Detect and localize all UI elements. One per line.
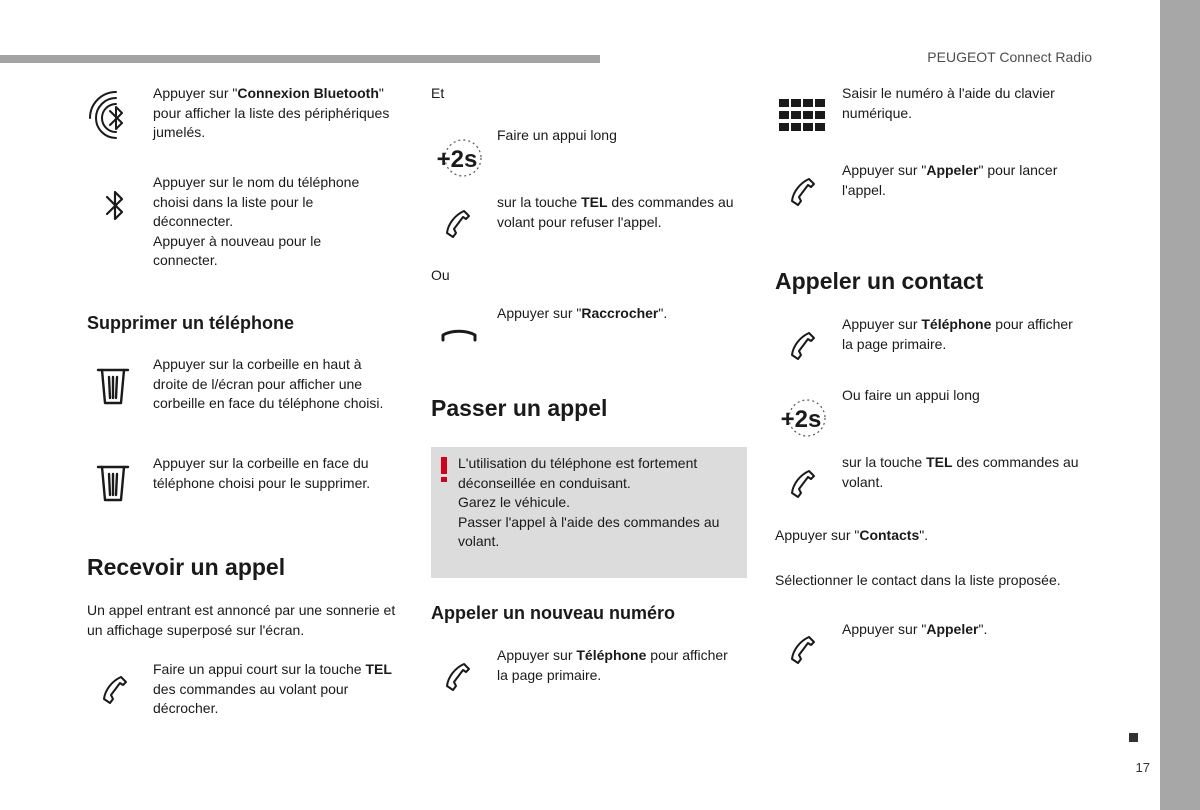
phone-disconnect-instruction: Appuyer sur le nom du téléphone choisi dans la liste pour le déconnecter. Appuyer à nouveau pour le connecter.	[153, 174, 360, 268]
make-call-heading: Passer un appel	[431, 395, 608, 421]
trash-icon	[98, 368, 128, 406]
long-press-label: +2s	[780, 406, 822, 433]
right-margin-bar	[1160, 0, 1200, 810]
hang-up-instruction: Appuyer sur "Raccrocher".	[497, 305, 668, 321]
long-press-2s-icon	[431, 137, 483, 179]
keypad-instruction: Saisir le numéro à l'aide du clavier numérique.	[842, 85, 1055, 121]
phone-handset-icon	[102, 675, 128, 705]
phone-page-instruction: Appuyer sur Téléphone pour afficher la page primaire.	[497, 647, 728, 683]
trash-instruction-1: Appuyer sur la corbeille en haut à droite de l/écran pour afficher une corbeille en face du téléphone choisi.	[153, 356, 384, 411]
call-instruction: Appuyer sur "Appeler" pour lancer l'appel.	[842, 162, 1058, 198]
phone-handset-icon	[790, 331, 816, 361]
and-label: Et	[431, 85, 445, 101]
header-title: PEUGEOT Connect Radio	[927, 49, 1092, 65]
trash-instruction-2: Appuyer sur la corbeille en face du téléphone choisi pour le supprimer.	[153, 455, 371, 491]
page-number: 17	[1135, 760, 1150, 775]
warning-exclamation-icon	[437, 457, 451, 483]
long-press-label: +2s	[436, 146, 478, 173]
phone-handset-icon	[445, 209, 471, 239]
phone-handset-icon	[445, 662, 471, 692]
hang-up-icon	[440, 329, 478, 343]
bluetooth-connect-instruction: Appuyer sur "Connexion Bluetooth" pour afficher la liste des périphériques jumelés.	[153, 85, 390, 140]
receive-call-heading: Recevoir un appel	[87, 554, 286, 580]
call-contact-heading: Appeler un contact	[775, 268, 984, 294]
new-number-heading: Appeler un nouveau numéro	[431, 603, 676, 623]
long-press-instruction: Faire un appui long	[497, 127, 617, 143]
bluetooth-connection-icon	[88, 92, 144, 144]
contact-phone-instruction: Appuyer sur Téléphone pour afficher la page primaire.	[842, 316, 1073, 352]
final-call-instruction: Appuyer sur "Appeler".	[842, 621, 988, 637]
header-rule	[0, 55, 600, 63]
or-label: Ou	[431, 267, 450, 283]
answer-call-instruction: Faire un appui court sur la touche TEL des commandes au volant pour décrocher.	[153, 661, 392, 716]
warning-text: L'utilisation du téléphone est fortement déconseillée en conduisant. Garez le véhicule. Passer l'appel à l'aide des commandes au volant.	[458, 455, 720, 549]
delete-phone-heading: Supprimer un téléphone	[87, 313, 295, 333]
keypad-icon	[779, 99, 827, 133]
trash-icon	[98, 465, 128, 503]
contacts-instruction: Appuyer sur "Contacts".	[775, 527, 929, 543]
phone-handset-icon	[790, 635, 816, 665]
receive-call-intro: Un appel entrant est annoncé par une sonnerie et un affichage superposé sur l'écran.	[87, 602, 396, 638]
tel-button-instruction: sur la touche TEL des commandes au volant.	[842, 454, 1079, 490]
select-contact-instruction: Sélectionner le contact dans la liste proposée.	[775, 572, 1061, 588]
phone-handset-icon	[790, 469, 816, 499]
bluetooth-icon	[104, 187, 126, 225]
long-press-2s-icon	[775, 397, 827, 439]
phone-handset-icon	[790, 177, 816, 207]
section-end-mark	[1129, 733, 1138, 742]
or-long-press-instruction: Ou faire un appui long	[842, 387, 980, 403]
refuse-call-instruction: sur la touche TEL des commandes au volant pour refuser l'appel.	[497, 194, 734, 230]
